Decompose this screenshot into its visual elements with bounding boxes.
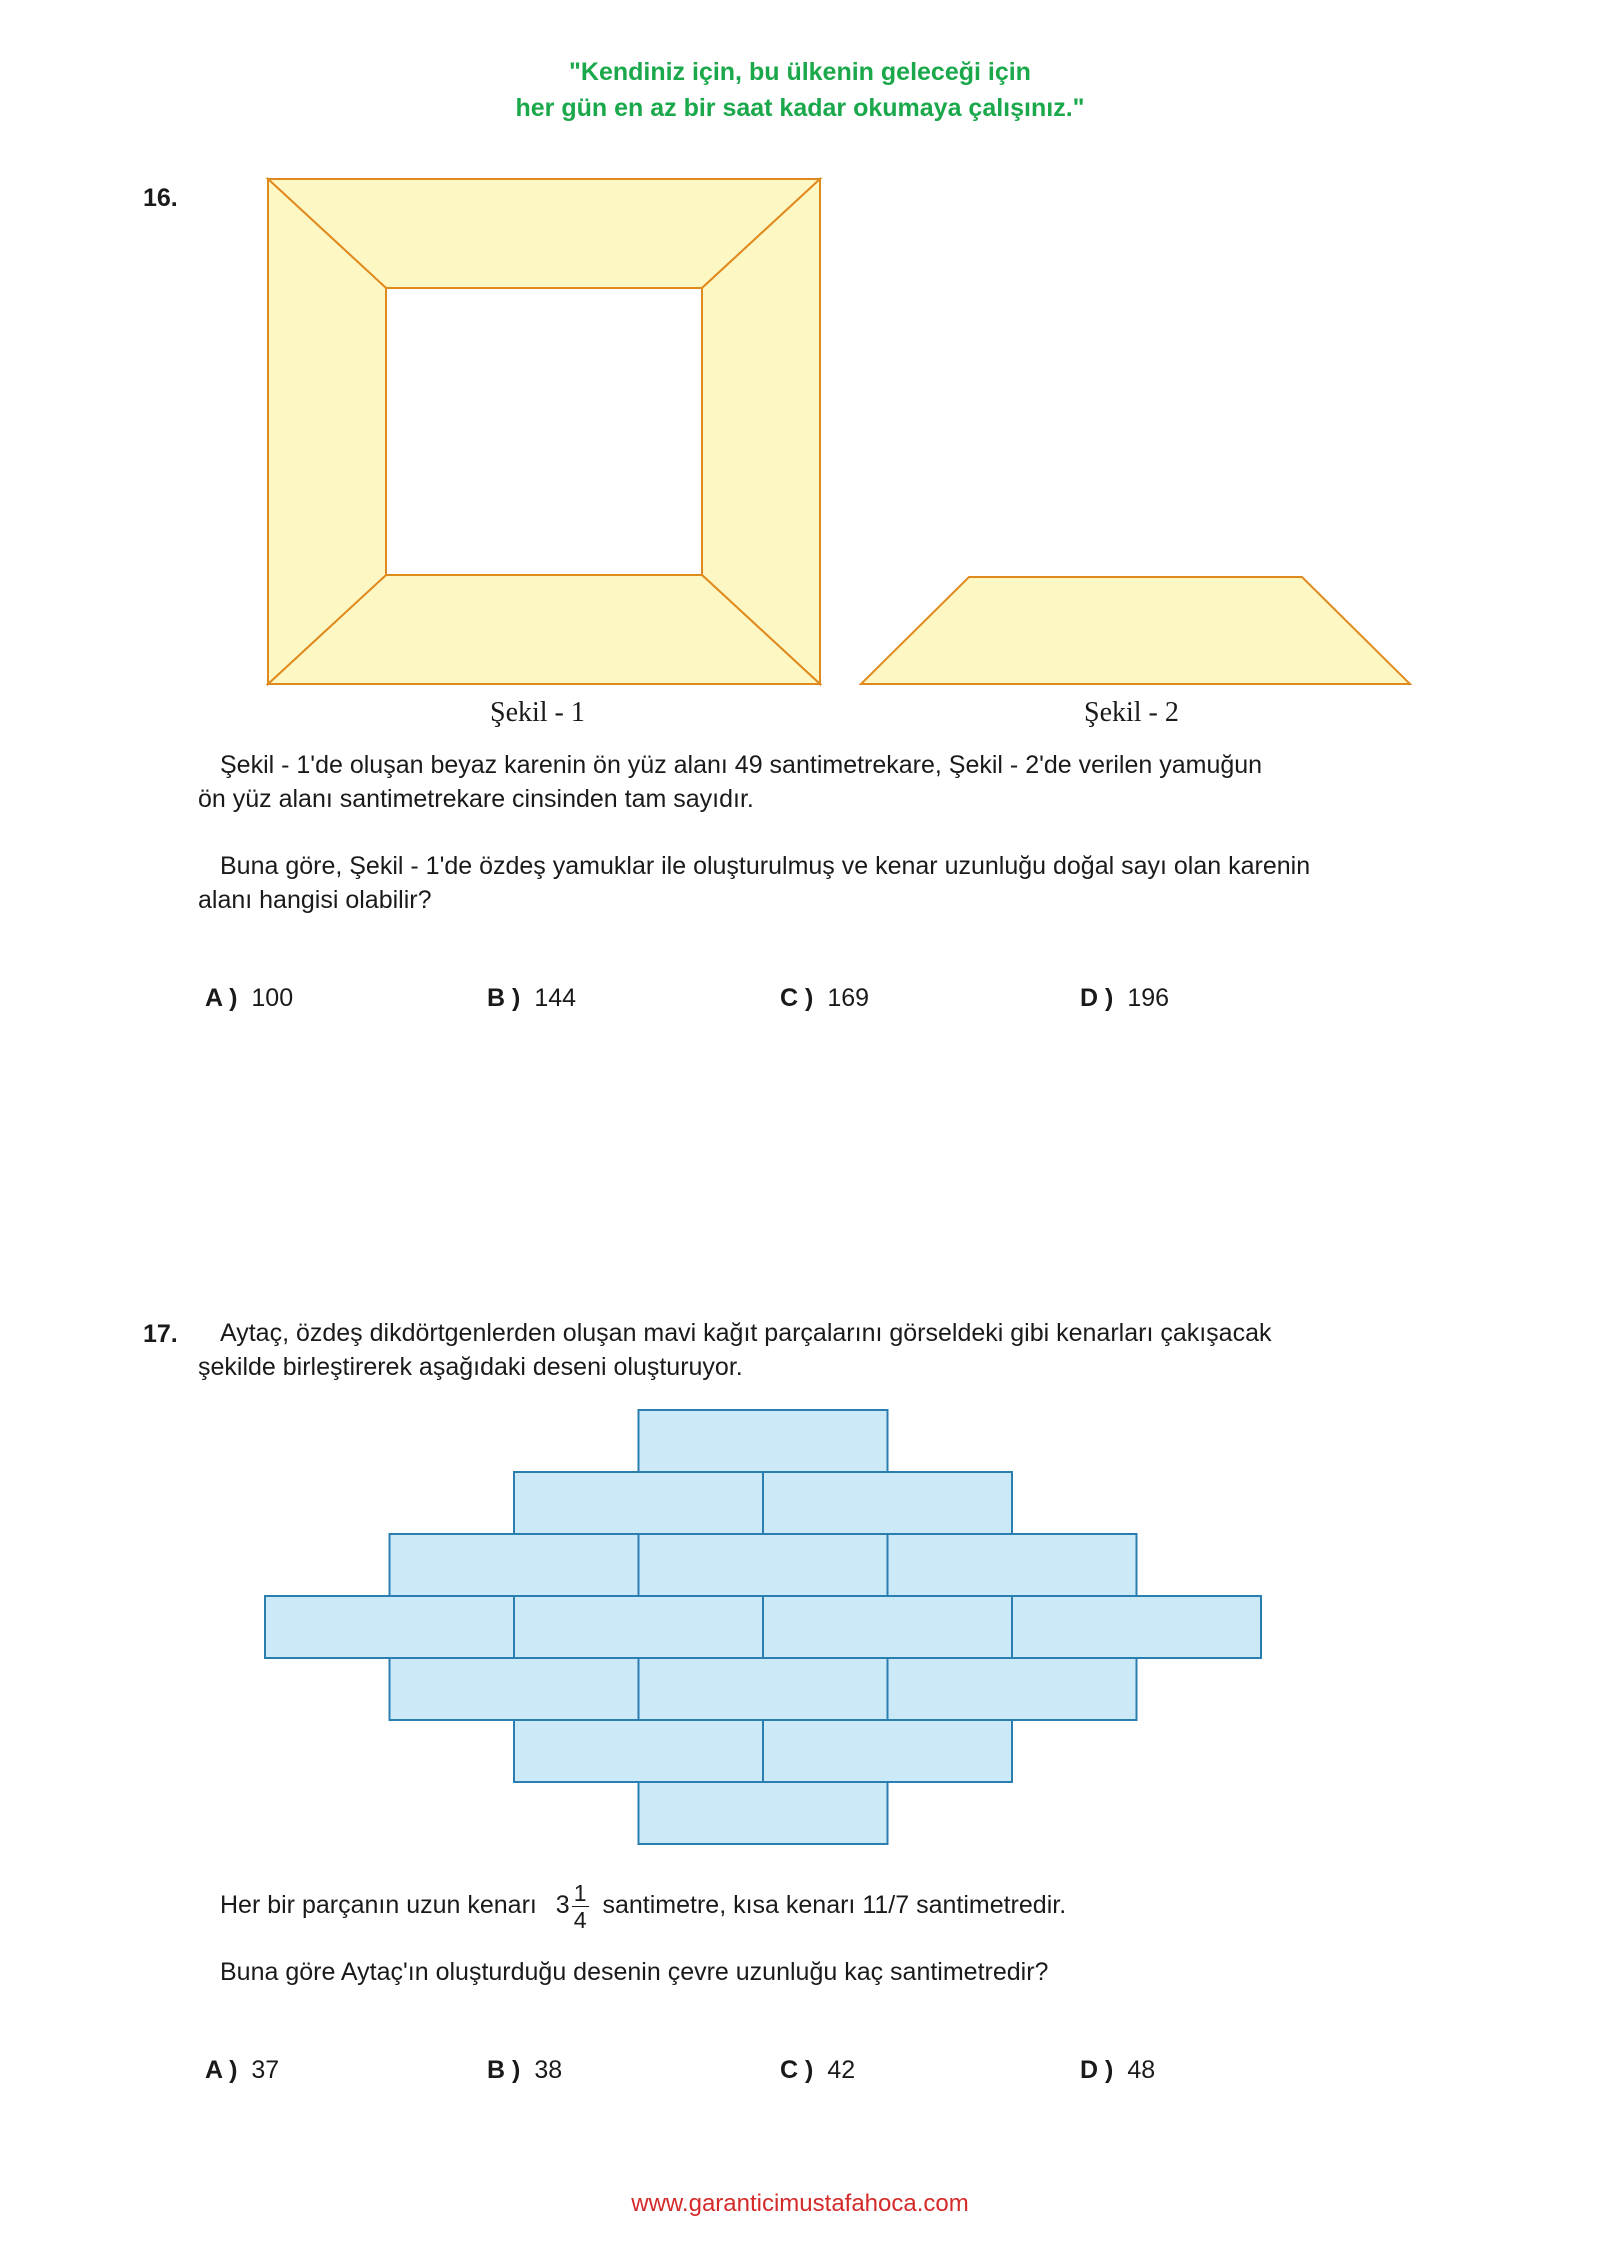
- motto-line-1: "Kendiniz için, bu ülkenin geleceği için: [569, 58, 1031, 86]
- option-value: 38: [534, 2056, 563, 2084]
- q17-text-line-2: şekilde birleştirerek aşağıdaki deseni oluşturuyor.: [198, 1353, 743, 1381]
- paper-rectangle: [763, 1720, 1012, 1782]
- q17-option-d[interactable]: [1080, 2056, 1155, 2085]
- figure-1-caption: Şekil - 1: [490, 697, 585, 728]
- question-16-number: 16.: [143, 184, 178, 212]
- option-letter: B ): [487, 2056, 521, 2084]
- fraction-denominator: 4: [573, 1907, 587, 1933]
- dim-whole: 3: [555, 1891, 570, 1920]
- q16-option-b[interactable]: [487, 984, 576, 1013]
- dim-prefix: Her bir parçanın uzun kenarı: [220, 1891, 537, 1920]
- q17-option-b[interactable]: [487, 2056, 562, 2085]
- brick-pattern: [265, 1410, 1261, 1844]
- paper-rectangle: [763, 1596, 1012, 1658]
- paper-rectangle: [639, 1410, 888, 1472]
- inner-white-square: [386, 288, 702, 575]
- option-letter: B ): [487, 984, 521, 1012]
- q16-text-line-3: Buna göre, Şekil - 1'de özdeş yamuklar ile oluşturulmuş ve kenar uzunluğu doğal sayı olan karenin: [220, 852, 1311, 880]
- paper-rectangle: [888, 1534, 1137, 1596]
- option-value: 48: [1127, 2056, 1156, 2084]
- paper-rectangle: [1012, 1596, 1261, 1658]
- option-letter: D ): [1080, 984, 1114, 1012]
- figure-2-trapezoid: [861, 577, 1410, 684]
- option-letter: D ): [1080, 2056, 1114, 2084]
- q16-option-d[interactable]: [1080, 984, 1169, 1013]
- option-value: 169: [827, 984, 870, 1012]
- dim-suffix: santimetre, kısa kenarı 11/7 santimetredir.: [602, 1891, 1067, 1920]
- option-value: 100: [251, 984, 294, 1012]
- question-17-number: 17.: [143, 1320, 178, 1348]
- option-value: 196: [1127, 984, 1170, 1012]
- figure-2-caption: Şekil - 2: [1084, 697, 1179, 728]
- q16-option-a[interactable]: [205, 984, 293, 1013]
- paper-rectangle: [514, 1596, 763, 1658]
- option-letter: C ): [780, 984, 814, 1012]
- option-value: 144: [534, 984, 577, 1012]
- q17-option-c[interactable]: [780, 2056, 855, 2085]
- paper-rectangle: [390, 1534, 639, 1596]
- footer-url[interactable]: www.garanticimustafahoca.com: [631, 2190, 969, 2217]
- paper-rectangle: [763, 1472, 1012, 1534]
- paper-rectangle: [265, 1596, 514, 1658]
- paper-rectangle: [888, 1658, 1137, 1720]
- q16-text-line-1: Şekil - 1'de oluşan beyaz karenin ön yüz alanı 49 santimetrekare, Şekil - 2'de verilen yamuğun: [220, 751, 1263, 779]
- q17-text-line-1: Aytaç, özdeş dikdörtgenlerden oluşan mavi kağıt parçalarını görseldeki gibi kenarları çakışacak: [220, 1319, 1272, 1347]
- paper-rectangle: [390, 1658, 639, 1720]
- option-letter: C ): [780, 2056, 814, 2084]
- paper-rectangle: [639, 1782, 888, 1844]
- q17-option-a[interactable]: [205, 2056, 279, 2085]
- option-value: 42: [827, 2056, 856, 2084]
- q16-option-c[interactable]: [780, 984, 869, 1013]
- option-value: 37: [251, 2056, 280, 2084]
- q16-text-line-4: alanı hangisi olabilir?: [198, 886, 432, 914]
- paper-rectangle: [514, 1472, 763, 1534]
- q17-dimensions-line: [220, 1880, 1066, 1933]
- fraction-numerator: 1: [573, 1880, 587, 1906]
- q16-text-line-2: ön yüz alanı santimetrekare cinsinden tam sayıdır.: [198, 785, 754, 813]
- option-letter: A ): [205, 2056, 238, 2084]
- motto-line-2: her gün en az bir saat kadar okumaya çalışınız.": [515, 94, 1085, 122]
- option-letter: A ): [205, 984, 238, 1012]
- paper-rectangle: [514, 1720, 763, 1782]
- mixed-fraction: [572, 1880, 589, 1933]
- paper-rectangle: [639, 1658, 888, 1720]
- q17-question: Buna göre Aytaç'ın oluşturduğu desenin çevre uzunluğu kaç santimetredir?: [220, 1958, 1049, 1986]
- paper-rectangle: [639, 1534, 888, 1596]
